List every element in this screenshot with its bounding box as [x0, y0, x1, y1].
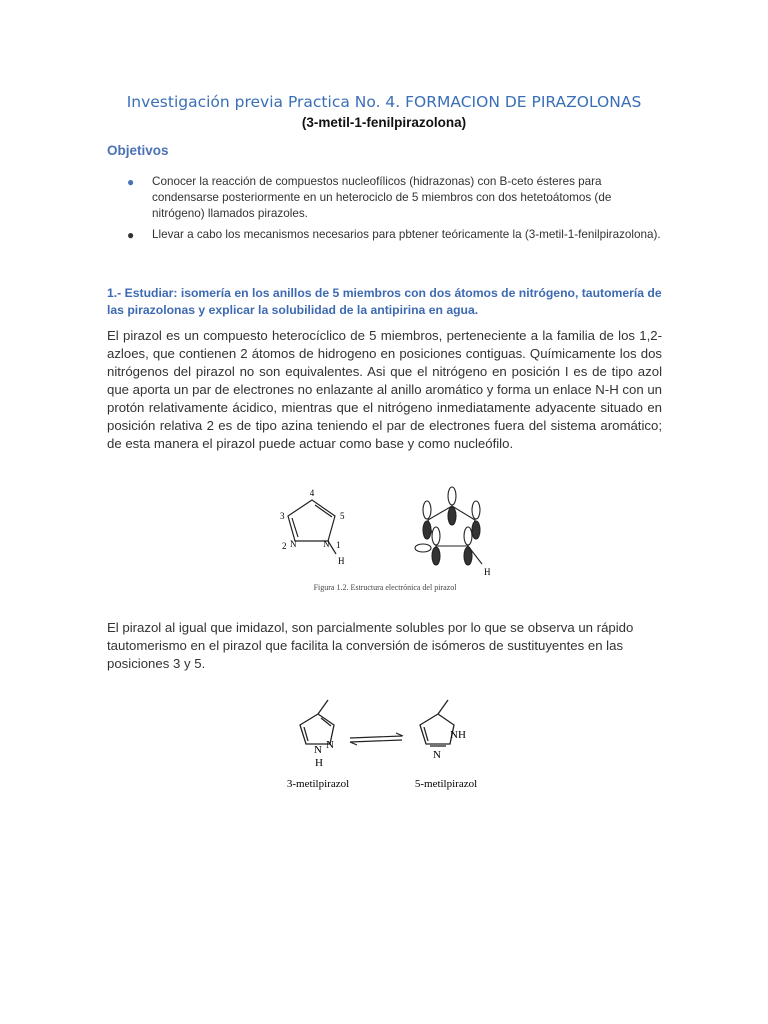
paragraph: El pirazol al igual que imidazol, son parcialmente solubles por lo que se observa un rápido tautomerismo en el pirazol que facilita la conversión de isómeros de sustituyentes en las posiciones 3 y 5.: [107, 620, 634, 671]
atom-label: N: [290, 539, 297, 549]
position-label: 3: [280, 511, 285, 521]
list-item: [107, 174, 667, 222]
objective-text: Llevar a cabo los mecanismos necesarios para pbtener teóricamente la (3-metil-1-fenilpirazolona).: [152, 228, 661, 241]
atom-label: H: [338, 556, 345, 566]
objectives-heading: Objetivos: [107, 143, 169, 158]
page-title: Investigación previa Practica No. 4. FORMACION DE PIRAZOLONAS: [126, 93, 642, 111]
atom-label: N: [326, 739, 334, 751]
objective-text: Conocer la reacción de compuestos nucleofílicos (hidrazonas) con B-ceto ésteres para condensarse posteriormente en un heterociclo de 5 miembros con dos hetetoátomos (de nitrógeno) llamados pirazoles.: [152, 175, 612, 220]
equilibrium-arrows: [350, 733, 403, 745]
pyrazole-figure: [260, 478, 510, 598]
position-label: 5: [340, 511, 345, 521]
bullet-icon: ●: [127, 228, 135, 242]
page-subtitle: (3-metil-1-fenilpirazolona): [301, 115, 467, 130]
objectives-list: [107, 174, 667, 248]
list-item: [107, 227, 667, 243]
orbital-diagram: [415, 487, 482, 565]
tautomer-figure: [270, 692, 500, 792]
atom-label: H: [484, 567, 491, 577]
methylpyrazole-3: [300, 700, 334, 744]
atom-label: N: [323, 539, 330, 549]
compound-label: 5-metilpirazol: [414, 778, 478, 790]
figure-caption: Figura 1.2. Estructura electrónica del pirazol: [313, 583, 457, 592]
position-label: 2: [282, 541, 287, 551]
atom-label: NH: [450, 729, 466, 741]
atom-label: N: [433, 749, 441, 761]
position-label: 1: [336, 540, 341, 550]
paragraph: El pirazol es un compuesto heterocíclico de 5 miembros, perteneciente a la familia de los 1,2-azloes, que contienen 2 átomos de hidrogeno en posiciones contiguas. Químicamente los dos nitrógenos del pirazol no son equivalentes. Asi que el nitrógeno en posición I es de tipo azol que aporta un par de electrones no enlazante al anillo aromático y forma un enlace N-H con un protón relativamente ácidico, mientras que el nitrógeno inmediatamente adyacente situado en posición relativa 2 es de tipo azina teniendo el par de electrones fuera del sistema aromático; de esta manera el pirazol puede actuar como base y como nucleófilo.: [107, 328, 662, 451]
atom-label: N: [314, 744, 322, 756]
bullet-icon: ●: [127, 175, 135, 189]
position-label: 4: [309, 488, 315, 498]
section-heading: 1.- Estudiar: isomería en los anillos de 5 miembros con dos átomos de nitrógeno, tautomería de las pirazolonas y explicar la solubilidad de la antipirina en agua.: [107, 286, 662, 317]
methylpyrazole-5: [420, 700, 454, 746]
atom-label: H: [315, 757, 323, 769]
compound-label: 3-metilpirazol: [286, 778, 350, 790]
